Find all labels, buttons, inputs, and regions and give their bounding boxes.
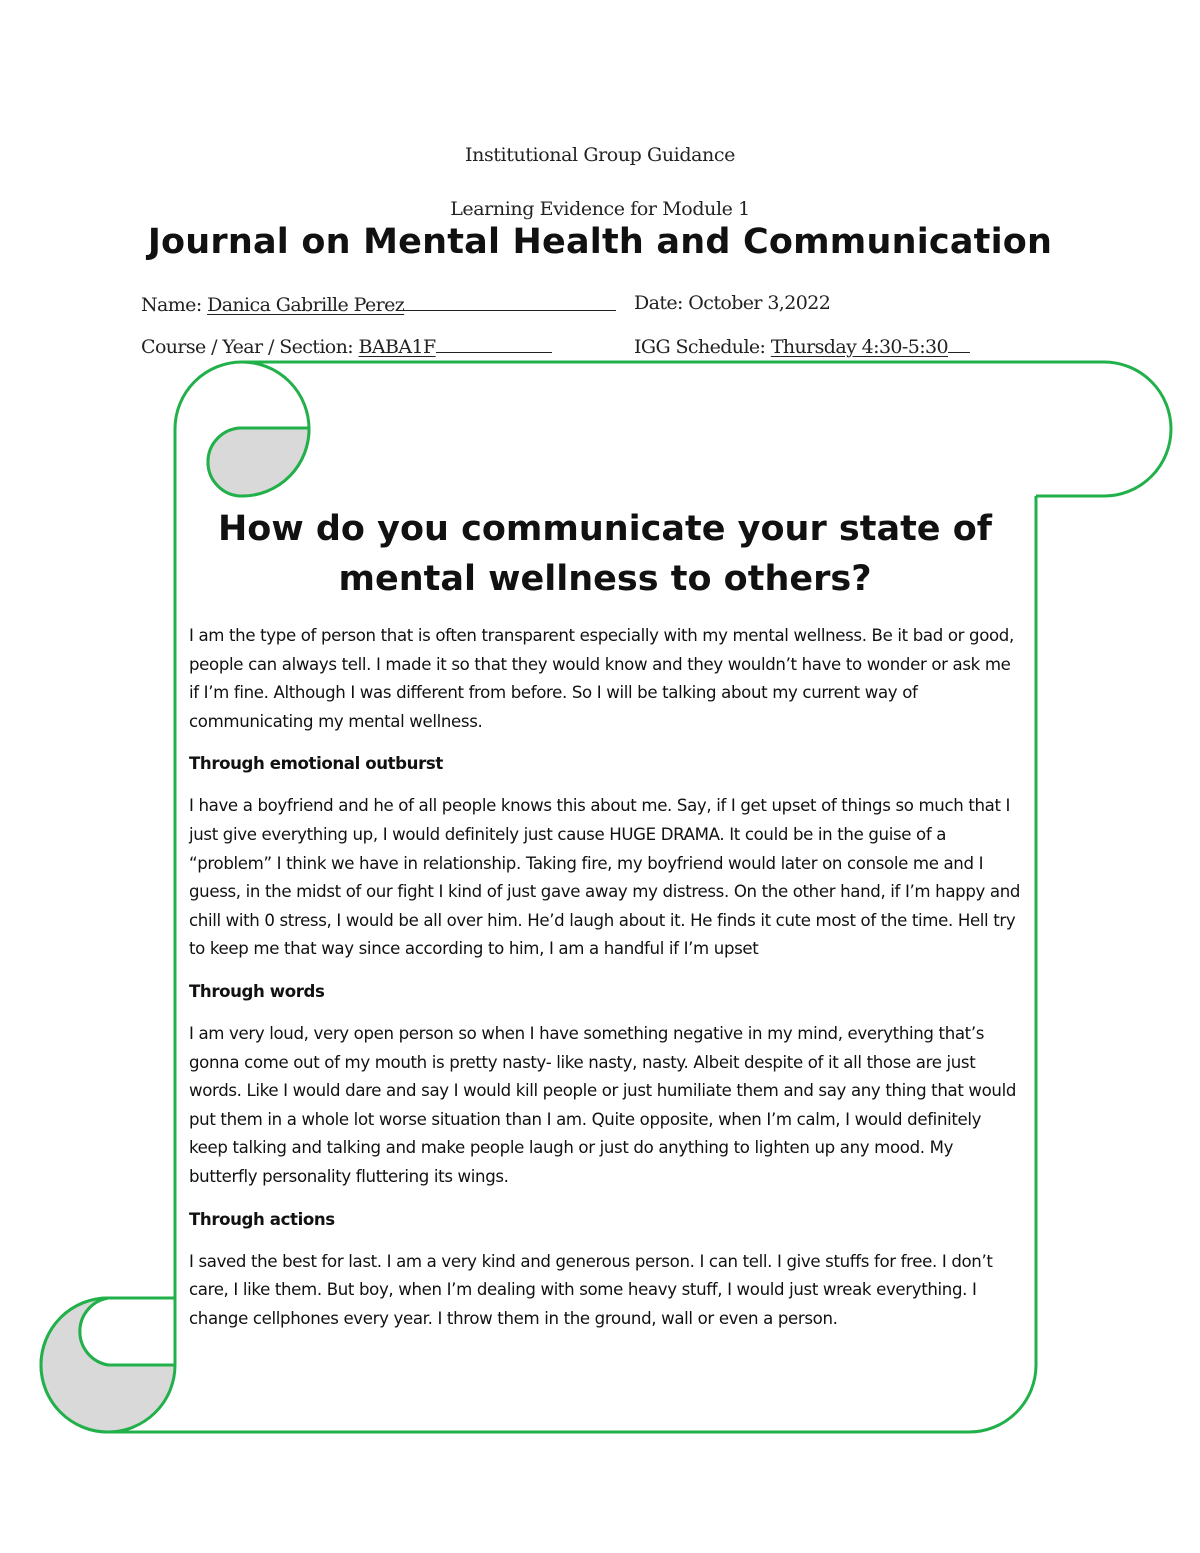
date-label: Date: — [634, 292, 689, 314]
section-body-outburst: I have a boyfriend and he of all people knows this about me. Say, if I get upset of things so much that I just give everything up, I would definitely just cause HUGE DRAMA. It could be in the guise of a “problem” I think we have in relationship. Taking fire, my boyfriend would later on console me and I guess, in the midst of our fight I kind of just gave away my distress. On the other hand, if I’m happy and chill with 0 stress, I would be all over him. He’d laugh about it. He finds it cute most of the time. Hell try to keep me that way since according to him, I am a handful if I’m upset — [189, 796, 1021, 959]
section-body-actions: I saved the best for last. I am a very kind and generous person. I can tell. I give stuffs for free. I don’t care, I like them. But boy, when I’m dealing with some heavy stuff, I would just wreak everything. I change cellphones every year. I throw them in the ground, wall or even a person. — [189, 1251, 993, 1328]
intro-paragraph: I am the type of person that is often transparent especially with my mental wellness. Be it bad or good, people can always tell. I made it so that they would know and they wouldn’t have to wonder or ask me if I’m fine. Although I was different from before. So I will be talking about my current way of communicating my mental wellness. — [189, 626, 1014, 731]
top-curl-fill — [208, 428, 309, 496]
schedule-value: Thursday 4:30-5:30 — [770, 336, 949, 358]
institution-heading: Institutional Group Guidance — [465, 144, 735, 166]
section-heading-actions: Through actions — [189, 1209, 335, 1229]
section-body-words: I am very loud, very open person so when I have something negative in my mind, everything that’s gonna come out of my mouth is pretty nasty- like nasty, nasty. Albeit despite of it all those are just words. Like I would dare and say I would kill people or just humiliate them and say any thing that would put them in a whole lot worse situation than I am. Quite opposite, when I’m calm, I would definitely keep talking and talking and make people laugh or just do anything to lighten up any mood. My butterfly personality fluttering its wings. — [189, 1023, 1017, 1186]
schedule-label: IGG Schedule: — [634, 336, 771, 358]
bottom-curl-fill — [41, 1298, 175, 1432]
name-label: Name: — [141, 294, 208, 316]
journal-body — [189, 504, 1021, 1347]
module-heading: Learning Evidence for Module 1 — [450, 198, 750, 220]
journal-question: How do you communicate your state of mental wellness to others? — [217, 509, 993, 599]
date-value: October 3,2022 — [688, 292, 831, 314]
section-heading-words: Through words — [189, 981, 325, 1001]
section-heading-outburst: Through emotional outburst — [189, 754, 443, 774]
name-value: Danica Gabrille Perez — [207, 294, 405, 316]
document-title: Journal on Mental Health and Communication — [147, 222, 1053, 262]
course-value: BABA1F — [358, 336, 436, 358]
course-label: Course / Year / Section: — [141, 336, 359, 358]
